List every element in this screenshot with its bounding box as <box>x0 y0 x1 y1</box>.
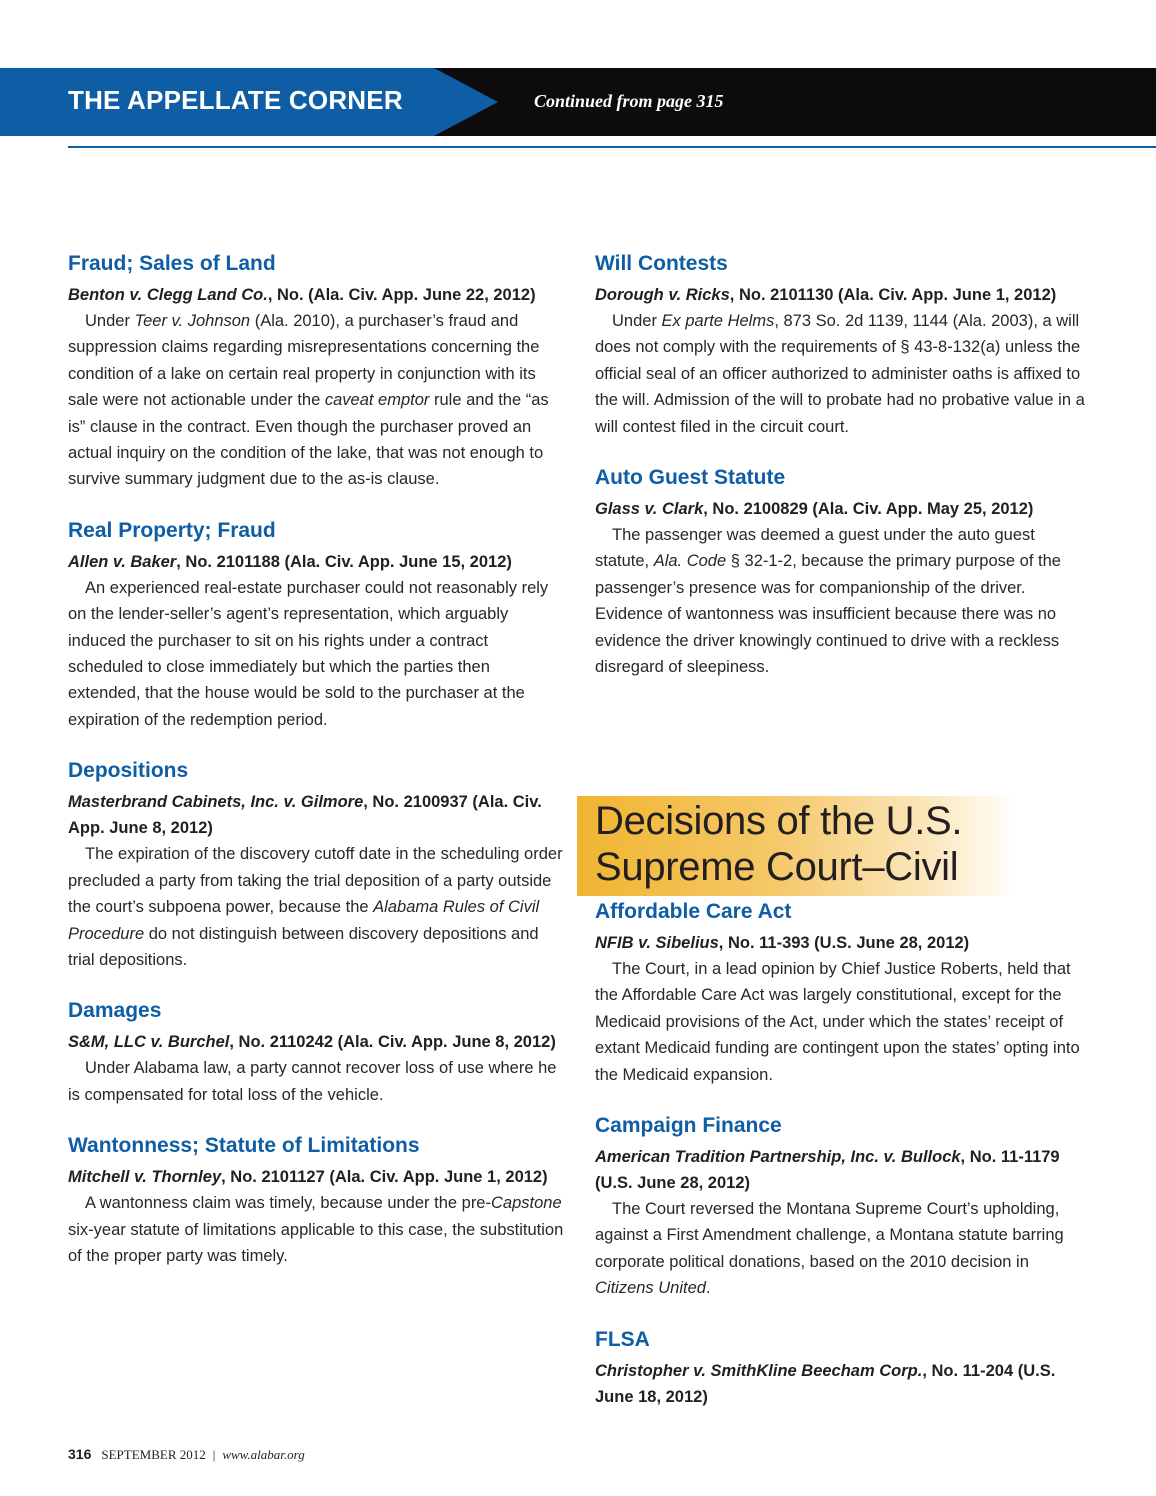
case-summary-text <box>595 956 1091 1088</box>
italic-text: Ex parte Helms <box>661 312 775 330</box>
case-name: Glass v. Clark <box>595 500 704 519</box>
case-summary-text <box>68 1055 564 1108</box>
footer-separator: | <box>212 1447 216 1462</box>
case-number: , No. 2101127 (Ala. Civ. App. June 1, 2012) <box>221 1168 548 1187</box>
case-number: , No. 2100937 (Ala. Civ. App. June 8, 2012) <box>68 793 542 838</box>
italic-text: Teer v. Johnson <box>134 312 251 330</box>
section-banner <box>0 68 1156 136</box>
case-summary <box>595 1110 1091 1302</box>
case-summary-text <box>68 1190 564 1269</box>
text-run: The Court, in a lead opinion by Chief Justice Roberts, held that the Affordable Care Act was largely constitutional, except for the Medicaid provisions of the Act, under which the states’ receipt of extant Medicaid funding are contingent upon the states’ opting into the Medicaid expansion. <box>595 960 1080 1084</box>
section-heading: Will Contests <box>595 252 728 275</box>
italic-text: Alabama Rules of Civil Procedure <box>68 898 540 943</box>
case-summary <box>68 755 564 973</box>
section-heading: Real Property; Fraud <box>68 518 276 542</box>
case-name: Christopher v. SmithKline Beecham Corp. <box>595 1361 923 1380</box>
right-column <box>595 248 1091 702</box>
case-citation <box>595 282 1091 308</box>
case-citation <box>68 789 564 841</box>
case-citation <box>68 282 564 308</box>
case-summary-text <box>68 308 564 493</box>
case-summary <box>68 515 564 733</box>
section-heading: Affordable Care Act <box>595 900 792 923</box>
section-heading: Wantonness; Statute of Limitations <box>68 1134 420 1158</box>
case-summary-text <box>595 522 1091 680</box>
text-run: An experienced real-estate purchaser could not reasonably rely on the lender-seller’s agent’s representation, which arguably induced the purchaser to sit on his rights under a contract scheduled to close immediately but which the parties then extended, that the house would be sold to the purchaser at the expiration of the redemption period. <box>68 578 549 729</box>
scotus-title <box>595 798 962 890</box>
case-name: Mitchell v. Thornley <box>68 1168 222 1187</box>
text-run: The Court reversed the Montana Supreme Court’s upholding, against a First Amendment challenge, a Montana statute barring corporate political donations, based on the 2010 decision in <box>595 1200 1064 1271</box>
continued-note: Continued from page 315 <box>534 91 724 111</box>
page-number: 316 <box>68 1446 92 1462</box>
case-citation <box>68 1164 564 1190</box>
case-summary <box>595 896 1091 1088</box>
text-run: . <box>705 1279 711 1298</box>
case-name: Dorough v. Ricks <box>595 286 730 304</box>
text-run: Under <box>85 312 135 330</box>
case-number: , No. 11-204 (U.S. June 18, 2012) <box>595 1361 1056 1406</box>
section-heading: Campaign Finance <box>595 1114 782 1138</box>
section-title: THE APPELLATE CORNER <box>68 85 403 115</box>
case-summary-text <box>68 841 564 973</box>
italic-text: Capstone <box>490 1194 562 1213</box>
section-heading: FLSA <box>595 1327 650 1351</box>
text-run: (Ala. 2010), a purchaser’s fraud and suppression claims regarding misrepresentations concerning the condition of a lake on certain real property in conjunction with its sale were not actionable under the <box>68 312 540 410</box>
text-run: The expiration of the discovery cutoff date in the scheduling order precluded a party from taking the trial deposition of a party outside the court’s subpoena power, because the <box>68 845 563 917</box>
page-footer <box>68 1446 305 1463</box>
case-name: Allen v. Baker <box>68 552 177 571</box>
case-summary <box>68 995 564 1108</box>
scotus-column <box>595 896 1091 1432</box>
case-summary <box>68 248 564 493</box>
section-heading: Depositions <box>68 759 189 783</box>
text-run: do not distinguish between discovery depositions and trial depositions. <box>68 924 539 969</box>
case-number: , No. 2101130 (Ala. Civ. App. June 1, 2012) <box>729 286 1057 304</box>
case-citation <box>68 1029 564 1055</box>
left-column <box>68 248 564 1291</box>
case-summary-text <box>595 308 1091 440</box>
case-summary <box>595 462 1091 680</box>
text-run: § 32-1-2, because the primary purpose of the passenger’s presence was for companionship of the driver. Evidence of wantonness was insufficient because there was no evidence the driver knowingly continued to drive with a reckless disregard of sleepiness. <box>595 552 1061 677</box>
case-number: , No. 11-393 (U.S. June 28, 2012) <box>718 934 970 952</box>
text-run: A wantonness claim was timely, because under the pre- <box>85 1194 491 1213</box>
italic-text: caveat emptor <box>324 391 430 410</box>
case-number: , No. 2100829 (Ala. Civ. App. May 25, 2012) <box>703 500 1034 519</box>
italic-text: Ala. Code <box>653 552 727 571</box>
case-name: S&M, LLC v. Burchel <box>68 1033 230 1052</box>
italic-text: Citizens United <box>595 1279 706 1298</box>
section-heading: Damages <box>68 999 162 1023</box>
scotus-title-line1: Decisions of the U.S. <box>595 799 963 843</box>
text-run: The passenger was deemed a guest under the auto guest statute, <box>595 526 1035 571</box>
header-rule <box>68 146 1156 148</box>
case-citation <box>595 1358 1091 1410</box>
case-number: , No. (Ala. Civ. App. June 22, 2012) <box>267 286 536 304</box>
scotus-title-line2: Supreme Court–Civil <box>595 845 959 889</box>
text-run: rule and the “as is” clause in the contract. Even though the purchaser proved an actual inquiry on the condition of the lake, that was not enough to survive summary judgment due to the as-is clause. <box>68 391 549 489</box>
case-name: Masterbrand Cabinets, Inc. v. Gilmore <box>68 793 364 812</box>
text-run: , 873 So. 2d 1139, 1144 (Ala. 2003), a will does not comply with the requirements of § 43-8-132(a) unless the official seal of an officer authorized to administer oaths is affixed to the will. Admission of the will to probate had no probative value in a will contest filed in the circuit court. <box>595 312 1085 436</box>
case-number: , No. 2110242 (Ala. Civ. App. June 8, 2012) <box>229 1033 556 1052</box>
case-summary <box>595 1324 1091 1410</box>
case-number: , No. 11-1179 (U.S. June 28, 2012) <box>595 1148 1060 1193</box>
section-heading: Fraud; Sales of Land <box>68 252 276 275</box>
case-summary <box>595 248 1091 440</box>
section-heading: Auto Guest Statute <box>595 466 786 490</box>
case-name: NFIB v. Sibelius <box>595 934 719 952</box>
issue-date: SEPTEMBER 2012 <box>101 1447 206 1462</box>
case-number: , No. 2101188 (Ala. Civ. App. June 15, 2012) <box>176 552 512 571</box>
case-name: Benton v. Clegg Land Co. <box>68 286 268 304</box>
scotus-title-block <box>577 796 1017 896</box>
case-citation <box>595 930 1091 956</box>
text-run: Under Alabama law, a party cannot recover loss of use where he is compensated for total loss of the vehicle. <box>68 1059 557 1104</box>
text-run: six-year statute of limitations applicable to this case, the substitution of the proper party was timely. <box>68 1220 564 1265</box>
case-name: American Tradition Partnership, Inc. v. Bullock <box>595 1148 961 1167</box>
case-citation <box>68 549 564 575</box>
case-summary <box>68 1130 564 1269</box>
footer-url: www.alabar.org <box>222 1447 305 1462</box>
case-citation <box>595 1144 1091 1196</box>
case-citation <box>595 496 1091 522</box>
case-summary-text <box>68 575 564 733</box>
case-summary-text <box>595 1196 1091 1302</box>
text-run: Under <box>612 312 662 330</box>
